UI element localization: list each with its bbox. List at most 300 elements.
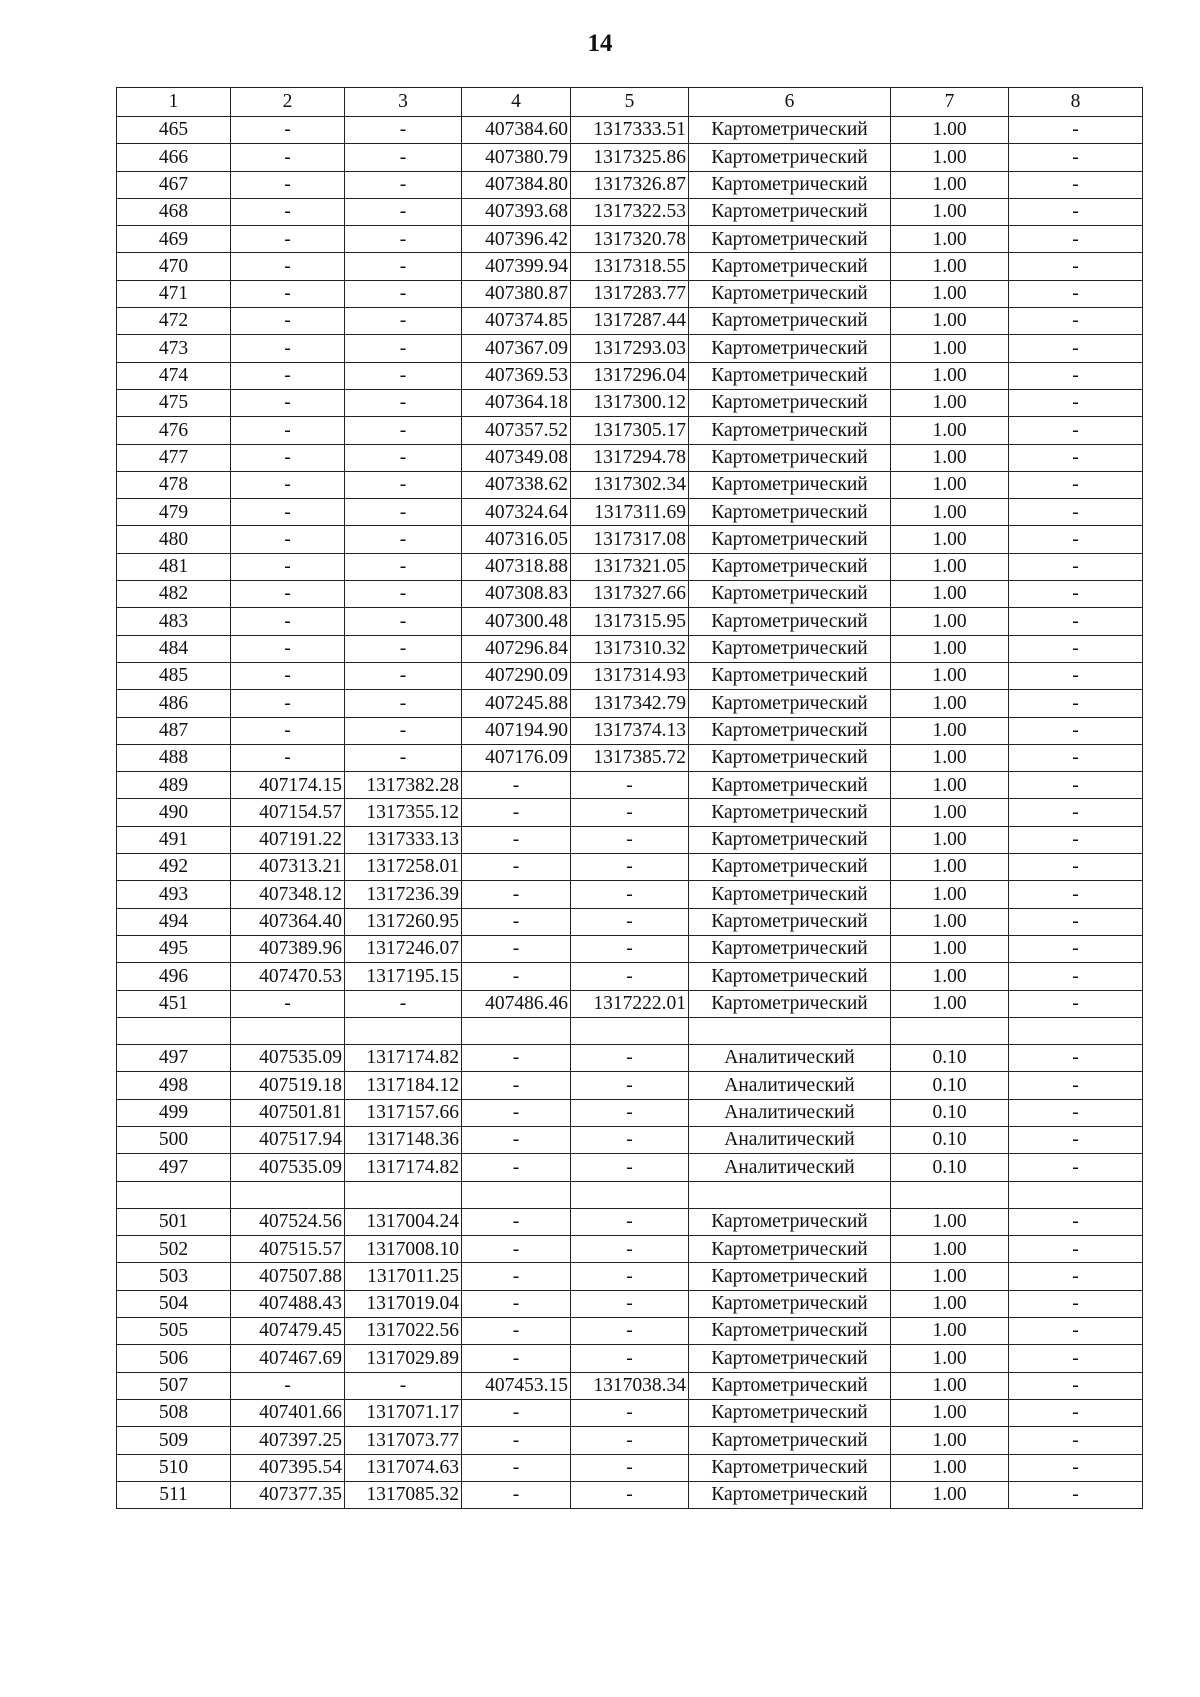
table-cell-col-4: - [462, 1045, 571, 1072]
table-cell-col-3: - [345, 744, 462, 771]
table-row-blank [117, 1181, 1143, 1208]
table-cell-col-7: 1.00 [891, 662, 1009, 689]
table-cell-col-7: 1.00 [891, 690, 1009, 717]
column-header: 6 [689, 88, 891, 117]
table-cell-col-3: 1317246.07 [345, 935, 462, 962]
table-cell-col-5: 1317287.44 [571, 308, 689, 335]
table-cell-col-3: - [345, 335, 462, 362]
table-cell-col-5: - [571, 908, 689, 935]
table-cell-col-2 [231, 1181, 345, 1208]
table-row [117, 226, 1143, 253]
table-cell-col-2 [231, 1017, 345, 1044]
table-row [117, 499, 1143, 526]
table-cell-col-3: - [345, 280, 462, 307]
table-cell-col-1: 500 [117, 1126, 231, 1153]
table-row [117, 662, 1143, 689]
table-cell-col-4: 407364.18 [462, 389, 571, 416]
table-cell-col-2: - [231, 553, 345, 580]
table-cell-col-7: 1.00 [891, 144, 1009, 171]
table-cell-col-1: 509 [117, 1427, 231, 1454]
table-cell-col-6: Картометрический [689, 1399, 891, 1426]
table-cell-col-4: 407324.64 [462, 499, 571, 526]
table-cell-col-8: - [1009, 935, 1143, 962]
table-cell-col-7: 1.00 [891, 308, 1009, 335]
table-row [117, 881, 1143, 908]
table-cell-col-7: 1.00 [891, 935, 1009, 962]
table-row [117, 799, 1143, 826]
table-cell-col-6 [689, 1017, 891, 1044]
table-cell-col-1: 502 [117, 1236, 231, 1263]
table-cell-col-1: 475 [117, 389, 231, 416]
table-row [117, 717, 1143, 744]
table-cell-col-5: - [571, 963, 689, 990]
table-cell-col-1: 484 [117, 635, 231, 662]
table-cell-col-7 [891, 1181, 1009, 1208]
column-header: 7 [891, 88, 1009, 117]
table-row [117, 1318, 1143, 1345]
table-cell-col-3: 1317195.15 [345, 963, 462, 990]
table-cell-col-6: Аналитический [689, 1072, 891, 1099]
table-cell-col-5: - [571, 1427, 689, 1454]
table-cell-col-8: - [1009, 335, 1143, 362]
table-cell-col-3: 1317071.17 [345, 1399, 462, 1426]
table-cell-col-6: Картометрический [689, 1208, 891, 1235]
table-cell-col-2: 407517.94 [231, 1126, 345, 1153]
table-cell-col-5: - [571, 1099, 689, 1126]
table-cell-col-7: 0.10 [891, 1045, 1009, 1072]
table-cell-col-8: - [1009, 117, 1143, 144]
table-cell-col-1: 504 [117, 1290, 231, 1317]
table-cell-col-6: Картометрический [689, 1236, 891, 1263]
table-cell-col-8: - [1009, 662, 1143, 689]
table-cell-col-1: 507 [117, 1372, 231, 1399]
table-cell-col-5: 1317293.03 [571, 335, 689, 362]
table-cell-col-5: - [571, 1345, 689, 1372]
table-cell-col-4: 407357.52 [462, 417, 571, 444]
table-cell-col-8: - [1009, 690, 1143, 717]
table-cell-col-4: 407316.05 [462, 526, 571, 553]
table-cell-col-7: 1.00 [891, 198, 1009, 225]
table-cell-col-1: 470 [117, 253, 231, 280]
table-row [117, 308, 1143, 335]
table-cell-col-4: 407176.09 [462, 744, 571, 771]
table-cell-col-5: 1317320.78 [571, 226, 689, 253]
table-cell-col-6: Картометрический [689, 1427, 891, 1454]
table-cell-col-6: Картометрический [689, 581, 891, 608]
table-cell-col-1: 511 [117, 1481, 231, 1508]
table-cell-col-5: - [571, 1208, 689, 1235]
table-cell-col-4: 407384.80 [462, 171, 571, 198]
table-cell-col-6: Картометрический [689, 662, 891, 689]
table-cell-col-2: - [231, 362, 345, 389]
table-row [117, 1263, 1143, 1290]
table-cell-col-4: - [462, 963, 571, 990]
column-header: 1 [117, 88, 231, 117]
table-cell-col-4: 407338.62 [462, 471, 571, 498]
column-header: 3 [345, 88, 462, 117]
table-cell-col-1: 467 [117, 171, 231, 198]
table-cell-col-6: Картометрический [689, 144, 891, 171]
table-cell-col-7: 1.00 [891, 1399, 1009, 1426]
table-cell-col-3: - [345, 389, 462, 416]
table-cell-col-8: - [1009, 1454, 1143, 1481]
table-cell-col-1: 505 [117, 1318, 231, 1345]
table-cell-col-2: - [231, 335, 345, 362]
table-cell-col-6: Картометрический [689, 772, 891, 799]
table-cell-col-8: - [1009, 1099, 1143, 1126]
table-cell-col-3: - [345, 499, 462, 526]
table-cell-col-5: 1317322.53 [571, 198, 689, 225]
table-cell-col-1: 474 [117, 362, 231, 389]
table-cell-col-2: - [231, 744, 345, 771]
table-cell-col-4: - [462, 1263, 571, 1290]
column-header: 2 [231, 88, 345, 117]
table-cell-col-2: - [231, 144, 345, 171]
table-cell-col-5: 1317302.34 [571, 471, 689, 498]
table-cell-col-4: 407367.09 [462, 335, 571, 362]
table-row [117, 690, 1143, 717]
table-row [117, 253, 1143, 280]
table-cell-col-4: - [462, 1126, 571, 1153]
table-cell-col-5: 1317318.55 [571, 253, 689, 280]
table-cell-col-2: - [231, 662, 345, 689]
table-cell-col-6: Картометрический [689, 253, 891, 280]
table-cell-col-3: - [345, 717, 462, 744]
table-cell-col-8: - [1009, 308, 1143, 335]
table-cell-col-8: - [1009, 881, 1143, 908]
table-cell-col-2: - [231, 280, 345, 307]
table-cell-col-3: - [345, 608, 462, 635]
table-cell-col-1 [117, 1181, 231, 1208]
table-cell-col-2: - [231, 417, 345, 444]
table-cell-col-2: 407515.57 [231, 1236, 345, 1263]
table-cell-col-6: Картометрический [689, 881, 891, 908]
table-cell-col-2: 407501.81 [231, 1099, 345, 1126]
table-cell-col-8: - [1009, 799, 1143, 826]
table-cell-col-2: - [231, 1372, 345, 1399]
table-row [117, 990, 1143, 1017]
table-cell-col-6: Картометрический [689, 935, 891, 962]
table-row [117, 608, 1143, 635]
table-cell-col-7: 1.00 [891, 1372, 1009, 1399]
table-cell-col-2: 407364.40 [231, 908, 345, 935]
table-cell-col-4 [462, 1017, 571, 1044]
table-cell-col-6: Картометрический [689, 389, 891, 416]
table-cell-col-8: - [1009, 963, 1143, 990]
table-cell-col-7: 1.00 [891, 389, 1009, 416]
table-cell-col-1: 489 [117, 772, 231, 799]
table-cell-col-7: 1.00 [891, 553, 1009, 580]
table-row [117, 963, 1143, 990]
table-cell-col-7: 1.00 [891, 362, 1009, 389]
table-cell-col-4: 407393.68 [462, 198, 571, 225]
table-cell-col-5: 1317315.95 [571, 608, 689, 635]
table-cell-col-3: 1317011.25 [345, 1263, 462, 1290]
table-cell-col-8: - [1009, 1236, 1143, 1263]
table-cell-col-7: 1.00 [891, 908, 1009, 935]
table-cell-col-6: Картометрический [689, 335, 891, 362]
table-cell-col-8: - [1009, 362, 1143, 389]
table-row [117, 1099, 1143, 1126]
table-cell-col-4: 407194.90 [462, 717, 571, 744]
table-cell-col-3: 1317333.13 [345, 826, 462, 853]
table-cell-col-6: Картометрический [689, 744, 891, 771]
table-cell-col-6: Картометрический [689, 171, 891, 198]
table-row [117, 553, 1143, 580]
table-cell-col-1: 480 [117, 526, 231, 553]
table-cell-col-2: 407154.57 [231, 799, 345, 826]
table-cell-col-7: 1.00 [891, 1454, 1009, 1481]
table-cell-col-8: - [1009, 226, 1143, 253]
table-row [117, 417, 1143, 444]
table-cell-col-2: 407397.25 [231, 1427, 345, 1454]
table-cell-col-4: 407245.88 [462, 690, 571, 717]
table-cell-col-7: 1.00 [891, 171, 1009, 198]
table-cell-col-1: 499 [117, 1099, 231, 1126]
table-cell-col-7: 1.00 [891, 253, 1009, 280]
table-cell-col-6: Картометрический [689, 908, 891, 935]
table-cell-col-5: - [571, 1154, 689, 1181]
table-cell-col-3: 1317355.12 [345, 799, 462, 826]
table-row [117, 1372, 1143, 1399]
table-cell-col-7: 1.00 [891, 990, 1009, 1017]
table-cell-col-7: 1.00 [891, 1236, 1009, 1263]
table-cell-col-2: - [231, 690, 345, 717]
table-cell-col-1: 477 [117, 444, 231, 471]
table-cell-col-6: Картометрический [689, 1345, 891, 1372]
table-cell-col-4: 407308.83 [462, 581, 571, 608]
table-cell-col-1: 481 [117, 553, 231, 580]
table-cell-col-8: - [1009, 553, 1143, 580]
table-cell-col-8: - [1009, 253, 1143, 280]
table-cell-col-3: 1317029.89 [345, 1345, 462, 1372]
table-row [117, 144, 1143, 171]
table-cell-col-4: 407380.87 [462, 280, 571, 307]
coordinates-table [116, 87, 1143, 1509]
table-cell-col-4: - [462, 1318, 571, 1345]
table-cell-col-4: - [462, 881, 571, 908]
table-cell-col-3: - [345, 198, 462, 225]
table-cell-col-5: 1317374.13 [571, 717, 689, 744]
table-cell-col-7: 1.00 [891, 826, 1009, 853]
table-cell-col-1: 482 [117, 581, 231, 608]
table-cell-col-3: - [345, 526, 462, 553]
table-cell-col-4: - [462, 826, 571, 853]
table-cell-col-4: 407399.94 [462, 253, 571, 280]
table-cell-col-2: 407348.12 [231, 881, 345, 908]
column-header: 4 [462, 88, 571, 117]
table-row [117, 117, 1143, 144]
table-cell-col-1: 491 [117, 826, 231, 853]
table-cell-col-3: - [345, 171, 462, 198]
table-cell-col-6: Аналитический [689, 1126, 891, 1153]
table-cell-col-8: - [1009, 389, 1143, 416]
table-cell-col-8: - [1009, 1481, 1143, 1508]
table-cell-col-2: - [231, 117, 345, 144]
table-cell-col-2: 407488.43 [231, 1290, 345, 1317]
table-cell-col-2: 407467.69 [231, 1345, 345, 1372]
table-cell-col-5: 1317317.08 [571, 526, 689, 553]
table-cell-col-8: - [1009, 717, 1143, 744]
table-cell-col-1: 486 [117, 690, 231, 717]
table-cell-col-8: - [1009, 1072, 1143, 1099]
table-cell-col-2: 407174.15 [231, 772, 345, 799]
table-row [117, 362, 1143, 389]
table-cell-col-7: 1.00 [891, 1318, 1009, 1345]
table-cell-col-7: 1.00 [891, 280, 1009, 307]
table-cell-col-5: 1317325.86 [571, 144, 689, 171]
table-cell-col-1: 487 [117, 717, 231, 744]
table-cell-col-5: 1317296.04 [571, 362, 689, 389]
table-cell-col-1: 488 [117, 744, 231, 771]
table-row [117, 1072, 1143, 1099]
table-row [117, 280, 1143, 307]
table-cell-col-3: 1317074.63 [345, 1454, 462, 1481]
table-cell-col-6: Картометрический [689, 1481, 891, 1508]
table-cell-col-7: 1.00 [891, 1263, 1009, 1290]
table-row [117, 854, 1143, 881]
table-cell-col-5: - [571, 1236, 689, 1263]
table-cell-col-4: - [462, 1154, 571, 1181]
table-cell-col-4: - [462, 854, 571, 881]
table-cell-col-4: - [462, 908, 571, 935]
table-cell-col-5 [571, 1181, 689, 1208]
table-cell-col-6: Картометрический [689, 308, 891, 335]
table-cell-col-4: 407374.85 [462, 308, 571, 335]
table-cell-col-1: 465 [117, 117, 231, 144]
table-cell-col-2: 407507.88 [231, 1263, 345, 1290]
table-cell-col-5: - [571, 1454, 689, 1481]
table-cell-col-6: Аналитический [689, 1045, 891, 1072]
table-cell-col-4: 407300.48 [462, 608, 571, 635]
table-cell-col-8: - [1009, 526, 1143, 553]
table-cell-col-2: 407519.18 [231, 1072, 345, 1099]
table-cell-col-1: 503 [117, 1263, 231, 1290]
table-cell-col-2: - [231, 389, 345, 416]
table-cell-col-2: 407535.09 [231, 1154, 345, 1181]
table-cell-col-4: 407384.60 [462, 117, 571, 144]
table-row [117, 635, 1143, 662]
table-cell-col-7 [891, 1017, 1009, 1044]
table-cell-col-6: Картометрический [689, 1454, 891, 1481]
table-cell-col-2: - [231, 608, 345, 635]
table-cell-col-8 [1009, 1017, 1143, 1044]
table-cell-col-5: - [571, 1481, 689, 1508]
column-header: 8 [1009, 88, 1143, 117]
table-cell-col-2: 407395.54 [231, 1454, 345, 1481]
table-cell-col-3: - [345, 690, 462, 717]
table-row [117, 908, 1143, 935]
table-cell-col-8 [1009, 1181, 1143, 1208]
table-cell-col-3 [345, 1181, 462, 1208]
table-cell-col-8: - [1009, 144, 1143, 171]
table-cell-col-4: - [462, 1236, 571, 1263]
table-cell-col-6: Картометрический [689, 198, 891, 225]
table-cell-col-2: - [231, 526, 345, 553]
table-cell-col-3: - [345, 553, 462, 580]
table-cell-col-5: - [571, 1072, 689, 1099]
table-cell-col-5: - [571, 826, 689, 853]
table-cell-col-2: - [231, 717, 345, 744]
table-cell-col-1: 468 [117, 198, 231, 225]
table-cell-col-2: - [231, 635, 345, 662]
table-body [117, 117, 1143, 1509]
table-cell-col-6: Картометрический [689, 635, 891, 662]
table-cell-col-5: - [571, 772, 689, 799]
table-cell-col-6: Картометрический [689, 990, 891, 1017]
table-cell-col-6: Картометрический [689, 444, 891, 471]
table-cell-col-1: 497 [117, 1045, 231, 1072]
table-cell-col-4: 407369.53 [462, 362, 571, 389]
table-cell-col-3: 1317085.32 [345, 1481, 462, 1508]
table-cell-col-3: - [345, 362, 462, 389]
table-cell-col-3: - [345, 117, 462, 144]
table-cell-col-5: - [571, 1126, 689, 1153]
table-cell-col-3: - [345, 226, 462, 253]
table-cell-col-1: 492 [117, 854, 231, 881]
table-cell-col-2: - [231, 226, 345, 253]
table-cell-col-5: 1317385.72 [571, 744, 689, 771]
table-cell-col-2: 407191.22 [231, 826, 345, 853]
table-cell-col-2: - [231, 471, 345, 498]
table-cell-col-1: 483 [117, 608, 231, 635]
table-cell-col-3: 1317022.56 [345, 1318, 462, 1345]
table-cell-col-5: - [571, 1399, 689, 1426]
table-cell-col-7: 1.00 [891, 335, 1009, 362]
table-cell-col-6: Картометрический [689, 717, 891, 744]
table-row [117, 581, 1143, 608]
table-row [117, 1427, 1143, 1454]
table-cell-col-4: - [462, 1427, 571, 1454]
table-cell-col-3: - [345, 581, 462, 608]
table-cell-col-3: 1317157.66 [345, 1099, 462, 1126]
table-cell-col-6: Картометрический [689, 526, 891, 553]
table-cell-col-7: 1.00 [891, 226, 1009, 253]
table-cell-col-3: 1317019.04 [345, 1290, 462, 1317]
table-cell-col-6: Картометрический [689, 280, 891, 307]
table-cell-col-4: 407296.84 [462, 635, 571, 662]
table-cell-col-3 [345, 1017, 462, 1044]
table-cell-col-6: Аналитический [689, 1154, 891, 1181]
table-cell-col-7: 1.00 [891, 854, 1009, 881]
table-cell-col-3: 1317148.36 [345, 1126, 462, 1153]
table-cell-col-8: - [1009, 608, 1143, 635]
table-cell-col-6: Картометрический [689, 117, 891, 144]
table-cell-col-2: - [231, 990, 345, 1017]
table-cell-col-7: 0.10 [891, 1099, 1009, 1126]
table-cell-col-6: Картометрический [689, 963, 891, 990]
table-row [117, 1399, 1143, 1426]
table-cell-col-6 [689, 1181, 891, 1208]
table-cell-col-5: 1317294.78 [571, 444, 689, 471]
table-row [117, 1236, 1143, 1263]
table-row [117, 1208, 1143, 1235]
table-cell-col-5 [571, 1017, 689, 1044]
table-cell-col-7: 1.00 [891, 963, 1009, 990]
table-cell-col-4: - [462, 772, 571, 799]
table-cell-col-1: 473 [117, 335, 231, 362]
table-cell-col-8: - [1009, 171, 1143, 198]
table-row [117, 471, 1143, 498]
table-cell-col-3: 1317174.82 [345, 1045, 462, 1072]
table-cell-col-1: 466 [117, 144, 231, 171]
table-cell-col-7: 1.00 [891, 444, 1009, 471]
table-row [117, 389, 1143, 416]
table-row [117, 1154, 1143, 1181]
table-cell-col-5: 1317300.12 [571, 389, 689, 416]
table-cell-col-1: 490 [117, 799, 231, 826]
table-cell-col-1: 510 [117, 1454, 231, 1481]
